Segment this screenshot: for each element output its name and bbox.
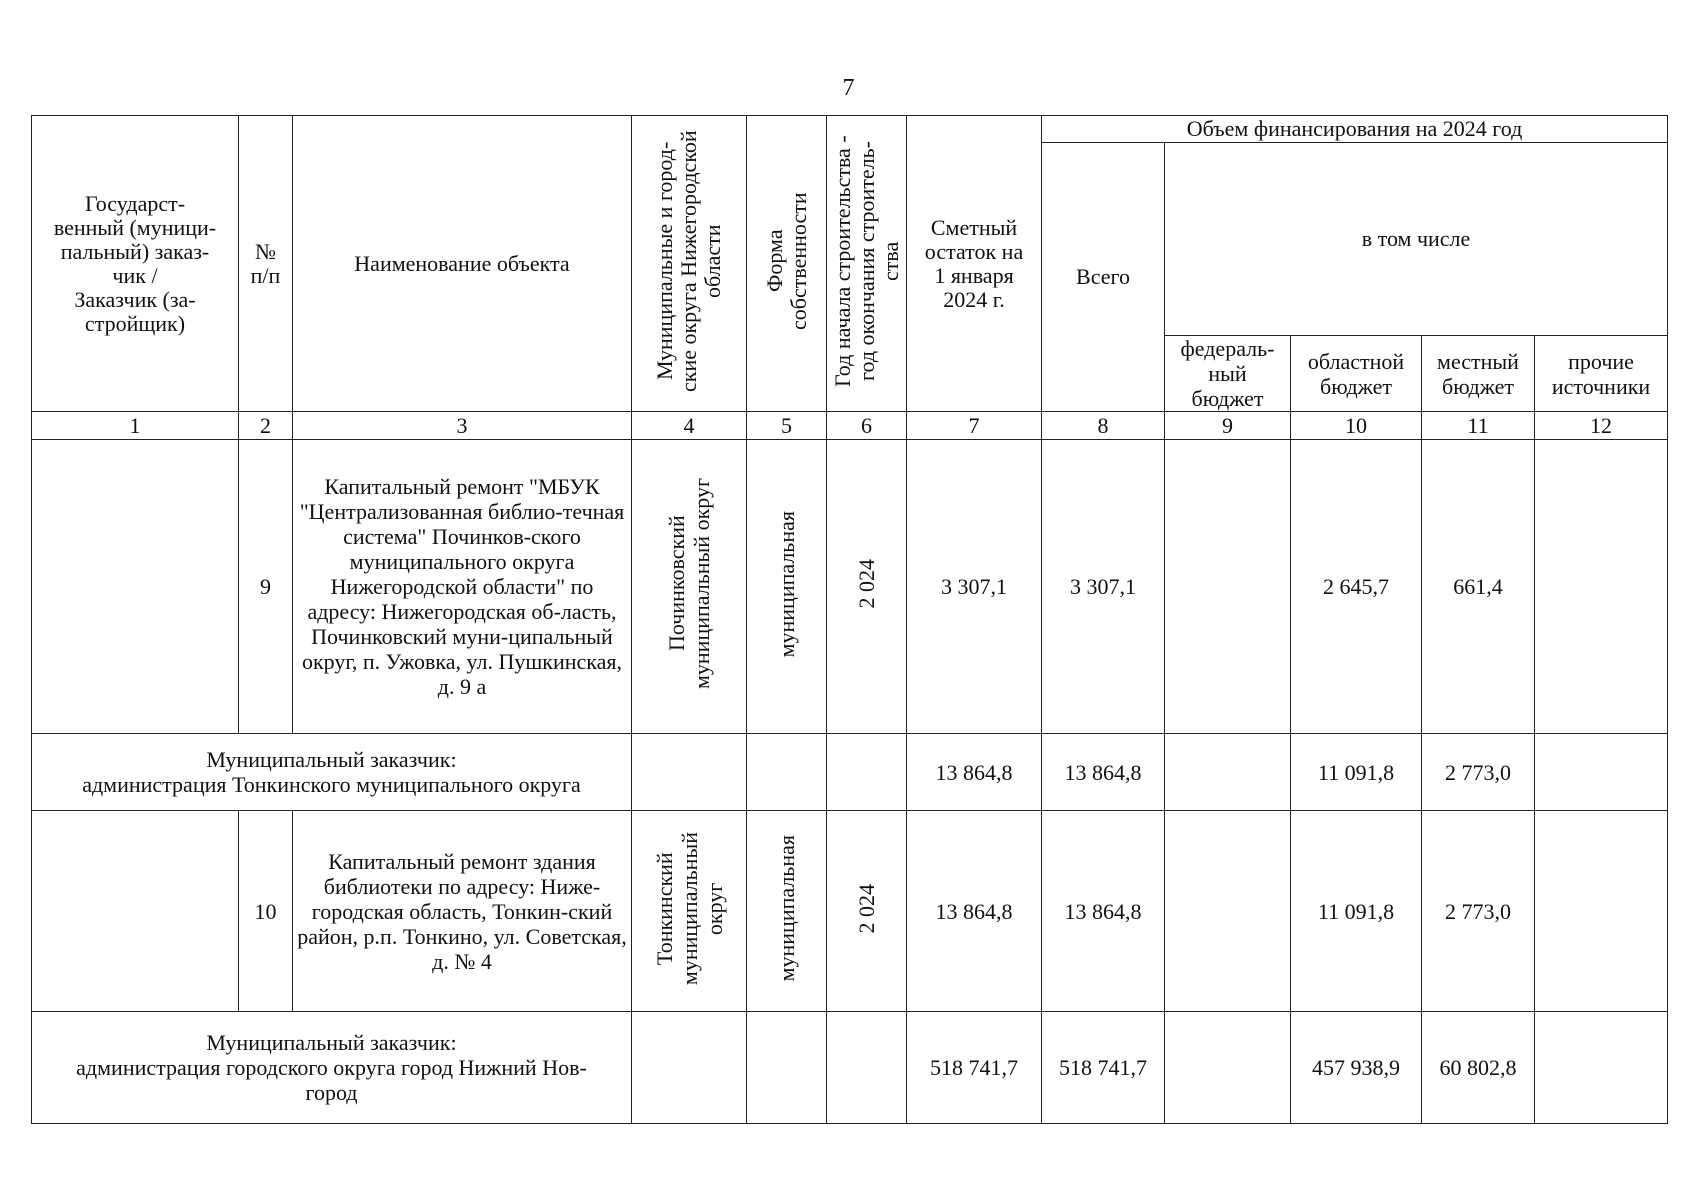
header-number: № п/п bbox=[239, 116, 293, 412]
column-number: 4 bbox=[632, 412, 747, 440]
column-number: 9 bbox=[1165, 412, 1291, 440]
remaining-value: 3 307,1 bbox=[907, 440, 1042, 734]
column-number: 11 bbox=[1422, 412, 1535, 440]
column-number: 2 bbox=[239, 412, 293, 440]
customer-cell bbox=[32, 811, 239, 1012]
column-number: 7 bbox=[907, 412, 1042, 440]
year-cell bbox=[827, 440, 907, 734]
column-number: 3 bbox=[293, 412, 632, 440]
municipality-text: Тонкинский муниципальный округ bbox=[651, 831, 727, 986]
local-value: 2 773,0 bbox=[1422, 811, 1535, 1012]
empty-cell bbox=[827, 734, 907, 811]
column-numbers-row bbox=[32, 412, 1668, 440]
total-value: 13 864,8 bbox=[1042, 734, 1165, 811]
ownership-text: муниципальная bbox=[774, 835, 799, 982]
ownership-text: муниципальная bbox=[774, 510, 799, 658]
local-value: 661,4 bbox=[1422, 440, 1535, 734]
header-remaining: Сметный остаток на 1 января 2024 г. bbox=[907, 116, 1042, 412]
object-name: Капитальный ремонт здания библиотеки по адресу: Ниже-городская область, Тонкин-ский район, р.п. Тонкино, ул. Советская, д. № 4 bbox=[293, 811, 632, 1012]
table-row bbox=[32, 440, 1668, 734]
column-number: 5 bbox=[747, 412, 827, 440]
column-number: 12 bbox=[1535, 412, 1668, 440]
column-number: 1 bbox=[32, 412, 239, 440]
header-other: прочие источники bbox=[1535, 336, 1668, 412]
remaining-value: 13 864,8 bbox=[907, 811, 1042, 1012]
ownership-cell bbox=[747, 811, 827, 1012]
object-name: Капитальный ремонт "МБУК "Централизованная библио-течная система" Починков-ского муниципального округа Нижегородской области" по адресу: Нижегородская об-ласть, Починковский муни-ципальный округ, п. Ужовка, ул. Пушкинская, д. 9 а bbox=[293, 440, 632, 734]
federal-value bbox=[1165, 734, 1291, 811]
header-federal: федераль- ный бюджет bbox=[1165, 336, 1291, 412]
subtotal-label: Муниципальный заказчик: администрация Тонкинского муниципального округа bbox=[32, 734, 632, 811]
other-value bbox=[1535, 811, 1668, 1012]
ownership-cell bbox=[747, 440, 827, 734]
year-text: 2 024 bbox=[854, 559, 879, 609]
row-number: 9 bbox=[239, 440, 293, 734]
header-ownership bbox=[747, 116, 827, 412]
table-row bbox=[32, 811, 1668, 1012]
regional-value: 11 091,8 bbox=[1291, 734, 1422, 811]
column-number: 6 bbox=[827, 412, 907, 440]
regional-value: 11 091,8 bbox=[1291, 811, 1422, 1012]
empty-cell bbox=[632, 734, 747, 811]
other-value bbox=[1535, 734, 1668, 811]
federal-value bbox=[1165, 811, 1291, 1012]
federal-value bbox=[1165, 1012, 1291, 1124]
header-years bbox=[827, 116, 907, 412]
empty-cell bbox=[827, 1012, 907, 1124]
other-value bbox=[1535, 440, 1668, 734]
other-value bbox=[1535, 1012, 1668, 1124]
regional-value: 457 938,9 bbox=[1291, 1012, 1422, 1124]
year-text: 2 024 bbox=[854, 883, 879, 934]
header-municipality-text: Муниципальные и город- ские округа Нижегородской области bbox=[652, 130, 725, 392]
column-number: 8 bbox=[1042, 412, 1165, 440]
federal-value bbox=[1165, 440, 1291, 734]
subtotal-label: Муниципальный заказчик: администрация городского округа город Нижний Нов- город bbox=[32, 1012, 632, 1124]
local-value: 60 802,8 bbox=[1422, 1012, 1535, 1124]
remaining-value: 518 741,7 bbox=[907, 1012, 1042, 1124]
subtotal-row bbox=[32, 1012, 1668, 1124]
header-municipality bbox=[632, 116, 747, 412]
header-regional: областной бюджет bbox=[1291, 336, 1422, 412]
municipality-cell bbox=[632, 811, 747, 1012]
column-number: 10 bbox=[1291, 412, 1422, 440]
empty-cell bbox=[747, 734, 827, 811]
header-including: в том числе bbox=[1165, 143, 1668, 336]
header-total: Всего bbox=[1042, 143, 1165, 412]
total-value: 518 741,7 bbox=[1042, 1012, 1165, 1124]
empty-cell bbox=[632, 1012, 747, 1124]
row-number: 10 bbox=[239, 811, 293, 1012]
empty-cell bbox=[747, 1012, 827, 1124]
total-value: 3 307,1 bbox=[1042, 440, 1165, 734]
header-local: местный бюджет bbox=[1422, 336, 1535, 412]
header-funding: Объем финансирования на 2024 год bbox=[1042, 116, 1668, 143]
customer-cell bbox=[32, 440, 239, 734]
financing-table bbox=[31, 115, 1668, 1124]
header-ownership-text: Форма собственности bbox=[761, 192, 811, 330]
header-years-text: Год начала строительства - год окончания строитель- ства bbox=[830, 135, 903, 387]
header-customer: Государст- венный (муници- пальный) заказ- чик / Заказчик (за- стройщик) bbox=[32, 116, 239, 412]
header-row-funding bbox=[32, 116, 1668, 143]
subtotal-row bbox=[32, 734, 1668, 811]
year-cell bbox=[827, 811, 907, 1012]
header-object-name: Наименование объекта bbox=[293, 116, 632, 412]
page-number: 7 bbox=[842, 75, 855, 101]
local-value: 2 773,0 bbox=[1422, 734, 1535, 811]
municipality-text: Починковский муниципальный округ bbox=[664, 478, 714, 690]
municipality-cell bbox=[632, 440, 747, 734]
regional-value: 2 645,7 bbox=[1291, 440, 1422, 734]
total-value: 13 864,8 bbox=[1042, 811, 1165, 1012]
remaining-value: 13 864,8 bbox=[907, 734, 1042, 811]
